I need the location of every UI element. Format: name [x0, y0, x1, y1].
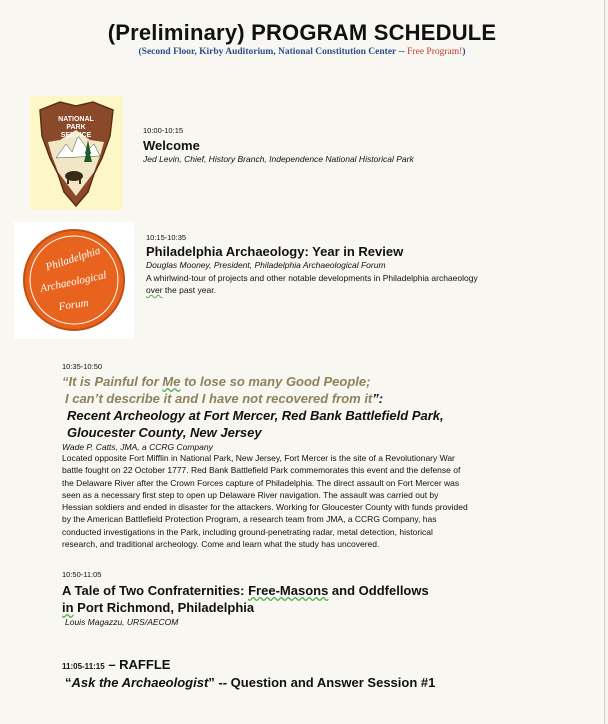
nps-logo-line2: PARK [66, 124, 86, 131]
description-line: conducted investigations in the Park, including ground-penetrating radar, metal detection, historical [62, 526, 433, 537]
title-text: Port Richmond, Philadelphia [73, 600, 255, 615]
quote-text: “It is Painful for [62, 374, 163, 389]
session-qa-line [62, 675, 435, 690]
session-title: Welcome [143, 138, 200, 153]
session-welcome [143, 126, 414, 164]
session-speaker: Louis Magazzu, URS/AECOM [65, 617, 179, 627]
description-line: Hessian soldiers and ended in disaster for the attackers. Working for Gloucester County with funds provided [62, 502, 468, 513]
session-time: 10:15-10:35 [146, 233, 187, 242]
quote-underlined-word: Me [162, 374, 181, 389]
session-quote-line1 [62, 373, 532, 390]
session-time: 11:05-11:15 [62, 662, 105, 671]
nps-logo-line3: SERVICE [60, 132, 92, 139]
session-raffle-line [62, 657, 435, 672]
session-title: Philadelphia Archaeology: Year in Review [146, 244, 404, 259]
session-description-line2 [146, 284, 478, 296]
title-text: and Oddfellows [328, 583, 429, 598]
session-year-in-review [146, 233, 478, 296]
paf-logo-line3: Forum [57, 297, 90, 314]
page-subtitle [0, 47, 604, 57]
description-line: research, and traditional archeology. Come and learn what the study has uncovered. [62, 539, 380, 550]
session-quote-line2 [62, 390, 532, 407]
paf-logo-line1: Philadelphia [44, 244, 102, 274]
title-underlined-word: in [62, 600, 74, 615]
description-line: battle fought on 22 October 1777. Red Bank Battlefield Park commemorates this event and the defense of [62, 465, 461, 476]
session-description [146, 272, 478, 296]
session-time: 10:35-10:50 [62, 362, 103, 371]
subtitle-free-note: Free Program! [407, 47, 463, 57]
session-title-line2 [62, 599, 429, 616]
quote-text: I can’t describe it and I have not recovered from it [65, 391, 373, 406]
subtitle-close: ) [462, 47, 466, 57]
session-description [62, 452, 532, 550]
quote-text: to lose so many Good People; [180, 374, 371, 389]
qa-title: Ask the Archaeologist [71, 675, 209, 690]
session-confraternities [62, 570, 429, 627]
session-title-line2: Gloucester County, New Jersey [67, 425, 262, 440]
session-description-rest: the past year. [162, 285, 216, 295]
title-text: A Tale of Two Confraternities: [62, 583, 249, 598]
session-title-line1 [62, 582, 429, 599]
session-title-line1: Recent Archeology at Fort Mercer, Red Bank Battlefield Park, [67, 408, 444, 423]
session-time: 10:00-10:15 [143, 126, 184, 135]
session-description-line1: A whirlwind-tour of projects and other notable developments in Philadelphia archaeology [146, 273, 478, 283]
title-underlined-word: Free-Masons [248, 583, 329, 598]
description-line: Located opposite Fort Mifflin in National Park, New Jersey, Fort Mercer is the site of a Revolutionary War [62, 453, 455, 463]
session-title: – RAFFLE [104, 657, 171, 672]
quote-end: ”: [372, 391, 384, 406]
session-raffle [62, 657, 435, 690]
session-speaker: Douglas Mooney, President, Philadelphia Archaeological Forum [146, 260, 386, 270]
nps-arrowhead-icon [30, 96, 123, 210]
philadelphia-archaeological-forum-logo [14, 222, 134, 339]
subtitle-location: (Second Floor, Kirby Auditorium, National Constitution Center -- [138, 47, 405, 57]
description-line: by the American Battlefield Protection Program, a research team from JMA, a CCRG Company, has [62, 514, 437, 525]
qa-subtitle: ” -- Question and Answer Session #1 [208, 675, 436, 690]
qa-quote-open: “ [65, 675, 72, 690]
session-speaker: Jed Levin, Chief, History Branch, Independence National Historical Park [143, 154, 414, 164]
session-fort-mercer [62, 362, 532, 550]
session-speaker: Wade P. Catts, JMA, a CCRG Company [62, 442, 213, 452]
national-park-service-logo [30, 96, 123, 210]
paf-logo-line2: Archaeological [39, 269, 108, 295]
description-line: the Delaware River after the Crown Forces capture of Philadelphia. The direct assault on Fort Mercer was [62, 477, 460, 488]
page-title: (Preliminary) PROGRAM SCHEDULE [107, 20, 497, 45]
underlined-word: over [146, 285, 163, 295]
paf-seal-icon [14, 222, 134, 339]
session-time: 10:50-11:05 [62, 570, 102, 579]
description-line: seen as a necessary first step to open up Delaware River navigation. The assault was carried out by [62, 489, 439, 500]
nps-logo-line1: NATIONAL [58, 116, 94, 123]
